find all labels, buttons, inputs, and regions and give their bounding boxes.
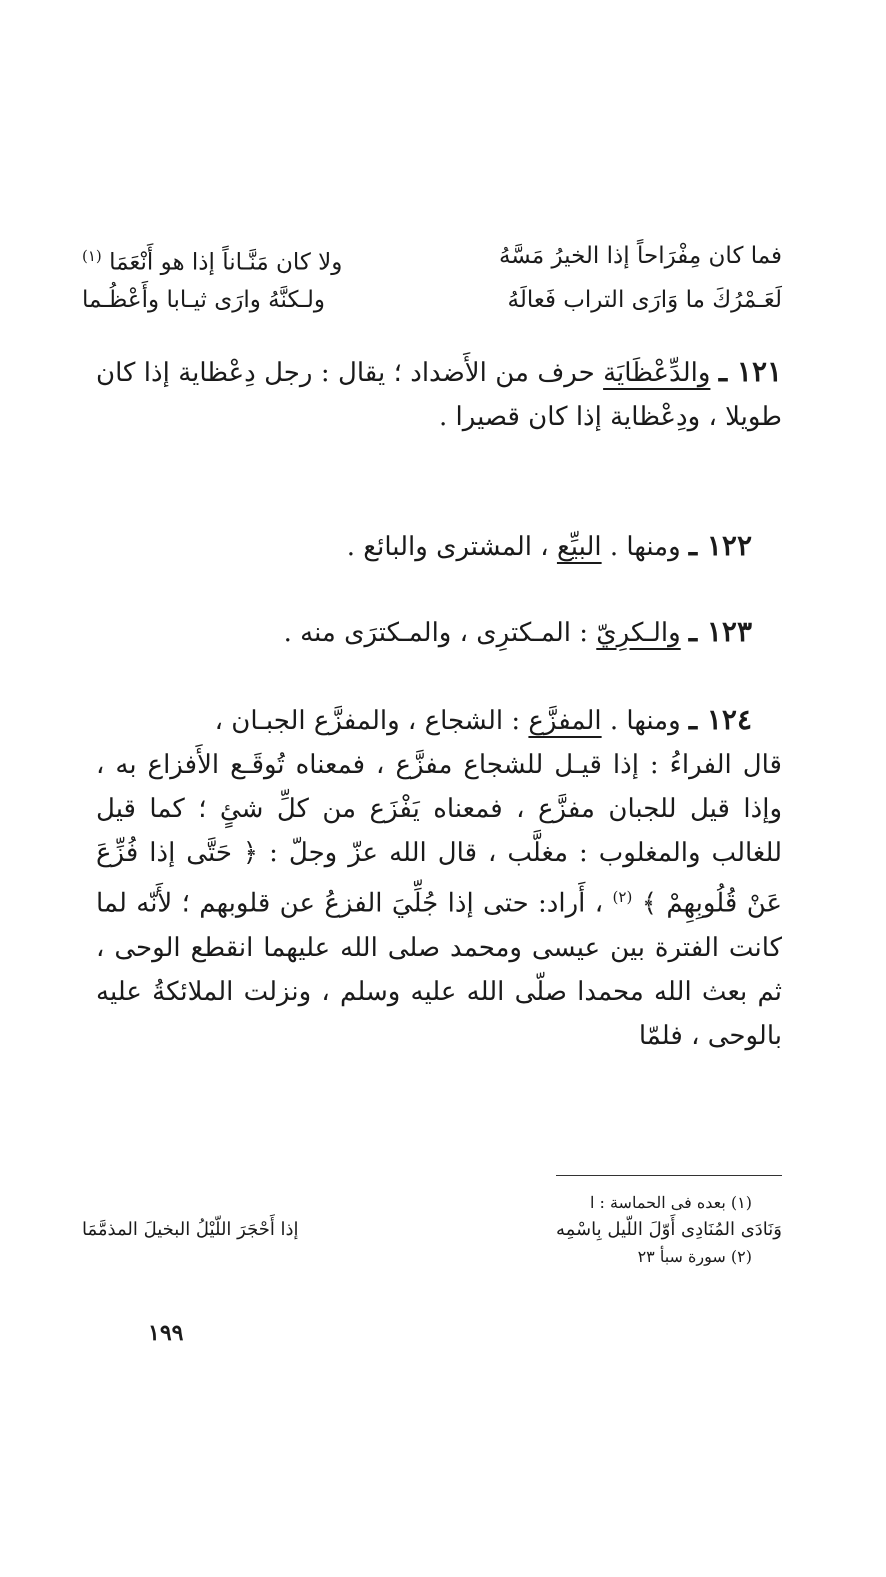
entry-term: والدِّعْظَايَة <box>603 358 711 388</box>
footnote-marker: (٢) <box>612 888 633 906</box>
poem-hemistich-left-text: ولا كان مَنَّـاناً إذا هو أَنْعَمَا <box>109 249 343 276</box>
poem-line <box>82 234 782 278</box>
footnote-marker: (١) <box>82 247 102 265</box>
poem-block <box>82 234 782 322</box>
poem-hemistich-left <box>82 234 342 278</box>
entry-text-pre: ومنها . <box>601 532 689 562</box>
entry-text: ، المشترى والبائع . <box>346 532 557 562</box>
poem-hemistich-left: ولـكنَّهُ وارَى ثيـابا وأَعْظُـما <box>82 287 325 313</box>
footnote-verse-left: إذا أَحْجَرَ اللّيْلُ البخيلَ المذمَّمَا <box>82 1219 299 1240</box>
entry-term: والـكرِيّ <box>596 618 681 648</box>
entry-body-text: ، أَراد: حتى إذا جُلِّيَ الفزعُ عن قلوبهم ؛ لأَنّه لما كانت الفترة بين عيسى ومحمد صلى الله عليهما انقطع الوحى ، ثم بعث الله محمدا صلّى الله عليه وسلم ، ونزلت الملائكةُ عليه بالوحى ، فلمّا <box>96 888 782 1051</box>
footnote-divider <box>556 1175 782 1176</box>
footnote-2: (٢) سورة سبأ ٢٣ <box>637 1247 752 1266</box>
entry-number: ١٢٢ ـ <box>688 529 752 562</box>
entry-number: ١٢٣ ـ <box>688 615 752 648</box>
footnotes <box>82 1190 782 1270</box>
entry-term: البيِّع <box>556 532 602 562</box>
entry-first-line <box>96 698 782 743</box>
entry-122 <box>96 524 782 569</box>
footnote-1-verse <box>82 1216 782 1244</box>
poem-hemistich-right: لَعَـمْرُكَ ما وَارَى التراب فَعالَهُ <box>507 287 782 313</box>
entry-123 <box>96 610 782 655</box>
entry-121 <box>96 350 782 439</box>
entry-body <box>96 743 782 1058</box>
entry-124 <box>96 698 782 1058</box>
poem-line <box>82 278 782 322</box>
entry-text-pre: ومنها . <box>601 706 689 736</box>
entry-text: : المـكترِى ، والمـكترَى منه . <box>283 618 597 648</box>
entry-term: المفزَّع <box>528 706 602 736</box>
footnote-verse-right: وَنَادَى المُنَادِى أَوّلَ اللّيل بِاسْمِه <box>555 1219 782 1240</box>
entry-number: ١٢١ ـ <box>718 355 783 388</box>
page-number: ١٩٩ <box>148 1320 184 1346</box>
entry-number: ١٢٤ ـ <box>688 703 752 736</box>
poem-hemistich-right: فما كان مِفْرَاحاً إذا الخيرُ مَسَّهُ <box>498 243 782 269</box>
footnote-1-label: (١) بعده فى الحماسة : ا <box>589 1193 752 1212</box>
entry-text: حرف من الأَضداد ؛ يقال : رجل دِعْظاية إذا كان طويلا ، ودِعْظاية إذا كان قصيرا . <box>96 358 782 432</box>
entry-body-text: قال الفراءُ : إذا قيـل للشجاع مفزَّع ، فمعناه تُوقَـع الأَفزاع به ، وإذا قيل للجبان مفزَّع ، فمعناه يَفْزَع من كلِّ شئٍ ؛ كما قيل للغالب والمغلوب : مغلَّب ، قال الله عزّ وجلّ : ﴿ حَتَّى إذا فُزِّعَ عَنْ قُلُوبِهِمْ ﴾ <box>96 750 783 919</box>
entry-text: : الشجاع ، والمفزَّع الجبـان ، <box>214 706 529 736</box>
